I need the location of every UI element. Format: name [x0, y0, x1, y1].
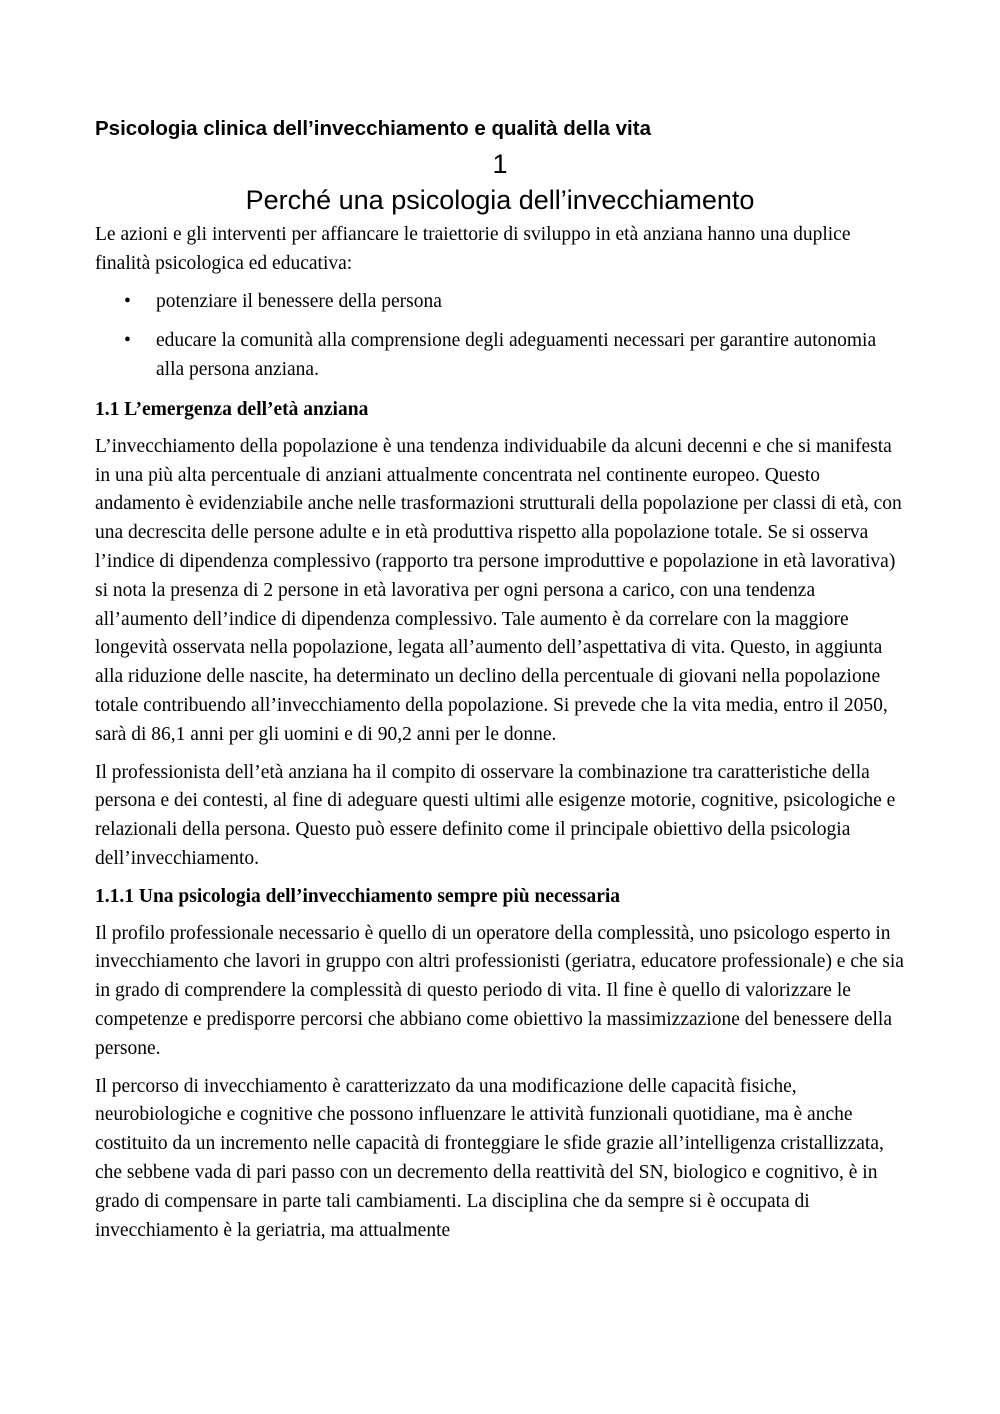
list-item	[95, 327, 905, 385]
paragraph: L’invecchiamento della popolazione è una tendenza individuabile da alcuni decenni e che si manifesta in una più alta percentuale di anziani attualmente concentrata nel continente europeo. Questo andamento è evidenziabile anche nelle trasformazioni strutturali della popolazione per classi di età, con una decrescita delle persone adulte e in età produttiva rispetto alla popolazione totale. Se si osserva l’indice di dipendenza complessivo (rapporto tra persone improduttive e popolazione in età lavorativa) si nota la presenza di 2 persone in età lavorativa per ogni persona a carico, con una tendenza all’aumento dell’indice di dipendenza complessivo. Tale aumento è da correlare con la maggiore longevità osservata nella popolazione, legata all’aumento dell’aspettativa di vita. Questo, in aggiunta alla riduzione delle nascite, ha determinato un declino della percentuale di giovani nella popolazione totale contribuendo all’invecchiamento della popolazione. Si prevede che la vita media, entro il 2050, sarà di 86,1 anni per gli uomini e di 90,2 anni per le donne.	[95, 435, 902, 745]
list-item	[95, 288, 905, 317]
paragraph: Il profilo professionale necessario è quello di un operatore della complessità, uno psicologo esperto in invecchiamento che lavori in gruppo con altri professionisti (geriatra, educatore professionale) e che sia in grado di comprendere la complessità di questo periodo di vita. Il fine è quello di valorizzare le competenze e predisporre percorsi che abbiano come obiettivo la massimizzazione del benessere della persone.	[95, 922, 904, 1059]
bullet-icon: •	[124, 290, 131, 312]
section-heading-1-1: 1.1 L’emergenza dell’età anziana	[95, 398, 369, 420]
section-heading-1-1-1: 1.1.1 Una psicologia dell’invecchiamento sempre più necessaria	[95, 885, 621, 907]
bullet-icon: •	[124, 330, 131, 352]
document-page	[95, 114, 905, 1254]
chapter-title: Perché una psicologia dell’invecchiamento	[245, 185, 755, 215]
list-item-text: potenziare il benessere della persona	[156, 290, 442, 312]
intro-paragraph: Le azioni e gli interventi per affiancare le traiettorie di sviluppo in età anziana hanno una duplice finalità psicologica ed educativa:	[95, 224, 851, 274]
paragraph: Il professionista dell’età anziana ha il compito di osservare la combinazione tra caratteristiche della persona e dei contesti, al fine di adeguare questi ultimi alle esigenze motorie, cognitive, psicologiche e relazionali della persona. Questo può essere definito come il principale obiettivo della psicologia dell’invecchiamento.	[95, 761, 896, 869]
list-item-text: educare la comunità alla comprensione degli adeguamenti necessari per garantire autonomia alla persona anziana.	[156, 330, 877, 381]
document-title: Psicologia clinica dell’invecchiamento e qualità della vita	[95, 117, 651, 140]
paragraph: Il percorso di invecchiamento è caratterizzato da una modificazione delle capacità fisiche, neurobiologiche e cognitive che possono influenzare le attività funzionali quotidiane, ma è anche costituito da un incremento nelle capacità di fronteggiare le sfide grazie all’intelligenza cristallizzata, che sebbene vada di pari passo con un decremento della reattività del SN, biologico e cognitivo, è in grado di compensare in parte tali cambiamenti. La disciplina che da sempre si è occupata di invecchiamento è la geriatria, ma attualmente	[95, 1075, 884, 1241]
chapter-number: 1	[492, 149, 508, 179]
bullet-list	[95, 288, 905, 385]
